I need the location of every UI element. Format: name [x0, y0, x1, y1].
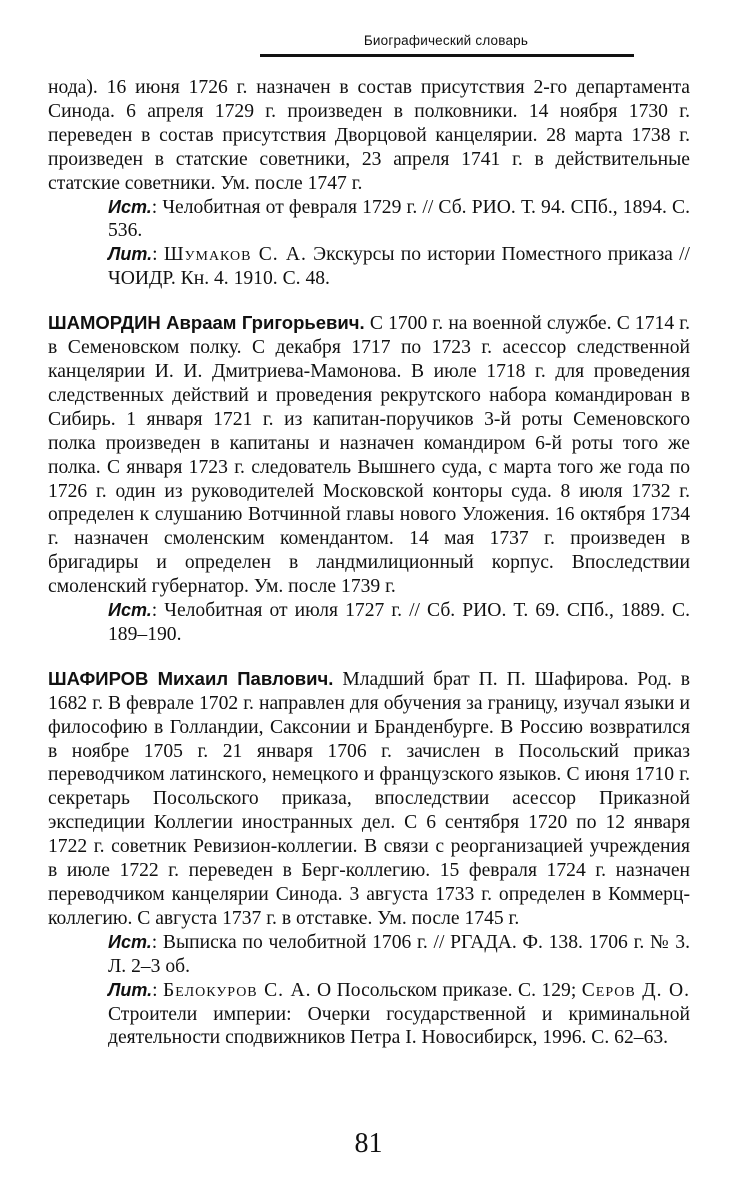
source-text: : Челобитная от февраля 1729 г. // Сб. РИО. Т. 94. СПб., 1894. С. 536.: [108, 196, 690, 242]
running-header-title: Биографический словарь: [363, 33, 529, 48]
header-rule: [260, 54, 634, 57]
entry-shafirov-literature: Лит.: Белокуров С. А. О Посольском приказе. С. 129; Серов Д. О. Строители империи: Очерки государственной и криминальной деятельности сподвижников Петра I. Новосибирск, 1996. С. 62–63.: [108, 979, 690, 1049]
entry-shamordin: [48, 311, 690, 599]
literature-author-2: Серов Д. О.: [581, 979, 690, 1001]
entry-shafirov-source: [108, 931, 690, 979]
source-label: Ист.: [108, 931, 152, 952]
entry-shamordin-body: С 1700 г. на военной службе. С 1714 г. в Семеновском полку. С декабря 1717 по 1723 г. асессор следственной канцелярии И. И. Дмитриева-Мамонова. В июле 1718 г. для проведения следственных действий и проведения рекрутского набора командирован в Сибирь. 1 января 1721 г. из капитан-поручиков 3-й роты Семеновского полка произведен в капитаны и назначен командиром 6-й роты того же полка. С января 1723 г. следователь Вышнего суда, с марта того же года по 1726 г. один из руководителей Московской конторы суда. 8 июля 1732 г. определен к слушанию Вотчинной главы нового Уложения. 16 октября 1734 г. назначен смоленским комендантом. 14 мая 1737 г. произведен в бригадиры и определен в ландмилиционный корпус. Впоследствии смоленский губернатор. Ум. после 1739 г.: [48, 313, 690, 598]
page-number: 81: [354, 1128, 383, 1159]
entry-shafirov: [48, 667, 690, 931]
page-content: [48, 76, 690, 1050]
headword-shafirov: ШАФИРОВ Михаил Павлович.: [48, 667, 334, 689]
source-label: Ист.: [108, 600, 152, 621]
literature-author: Шумаков С. А.: [163, 244, 307, 266]
source-label: Ист.: [108, 196, 152, 217]
entry-continued-source: [108, 196, 690, 244]
literature-label: Лит.: [108, 244, 153, 265]
source-text: : Челобитная от июля 1727 г. // Сб. РИО. Т. 69. СПб., 1889. С. 189–190.: [108, 600, 690, 645]
entry-shafirov-body: Младший брат П. П. Шафирова. Род. в 1682 г. В феврале 1702 г. направлен для обучения за границу, изучал языки и философию в Голландии, Саксонии и Бранденбурге. В Россию возвратился в ноябре 1705 г. 21 января 1706 г. зачислен в Посольский приказ переводчиком латинского, немецкого и французского языков. С июня 1710 г. секретарь Посольского приказа, впоследствии асессор Приказной экспедиции Коллегии иностранных дел. С 6 сентября 1720 по 12 января 1722 г. советник Ревизион-коллегии. В связи с реорганизацией учреждения в июле 1722 г. переведен в Берг-коллегию. 15 февраля 1724 г. назначен переводчиком канцелярии Синода. 3 августа 1733 г. определен в Коммерц-коллегию. С августа 1737 г. в отставке. Ум. после 1745 г.: [48, 668, 690, 929]
entry-continued-literature: Лит.: Шумаков С. А. Экскурсы по истории Поместного приказа // ЧОИДР. Кн. 4. 1910. С. 48.: [108, 244, 690, 290]
running-header: [260, 32, 632, 50]
entry-shamordin-source: [108, 599, 690, 647]
literature-author-1: Белокуров С. А.: [163, 979, 312, 1001]
literature-text: Экскурсы по истории Поместного приказа // ЧОИДР. Кн. 4. 1910. С. 48.: [108, 244, 690, 290]
literature-label: Лит.: [108, 979, 153, 1000]
headword-shamordin: ШАМОРДИН Авраам Григорьевич.: [48, 312, 365, 334]
literature-text-1: О Посольском приказе. С. 129;: [311, 979, 582, 1001]
source-text: : Выписка по челобитной 1706 г. // РГАДА. Ф. 138. 1706 г. № 3. Л. 2–3 об.: [108, 931, 690, 977]
literature-text-2: Строители империи: Очерки государственной и криминальной деятельности сподвижников Петра I. Новосибирск, 1996. С. 62–63.: [108, 1003, 690, 1049]
entry-continued-body: нода). 16 июня 1726 г. назначен в состав присутствия 2-го департамента Синода. 6 апреля 1729 г. произведен в полковники. 14 ноября 1730 г. переведен в состав присутствия Дворцовой канцелярии. 28 марта 1738 г. произведен в статские советники, 23 апреля 1741 г. в действительные статские советники. Ум. после 1747 г.: [48, 77, 690, 194]
